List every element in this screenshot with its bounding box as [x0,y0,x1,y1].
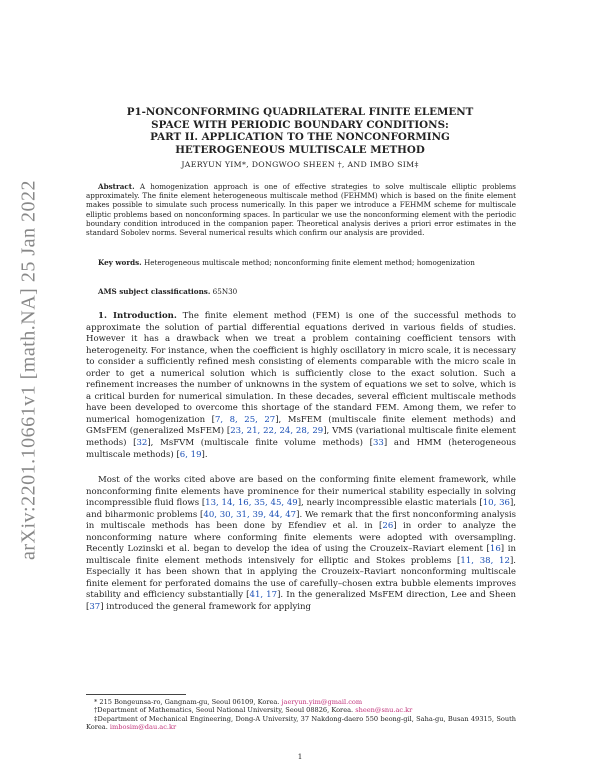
abstract [86,182,516,237]
footnote-text: * 215 Bongeunsa-ro, Gangnam-gu, Seoul 06109, Korea. [94,698,282,706]
paper-title [110,106,490,156]
title-line: P1-NONCONFORMING QUADRILATERAL FINITE ELEMENT [126,106,474,118]
citation-link[interactable]: 13, 14, 16, 35, 45, 49 [205,498,298,509]
section-heading: 1. Introduction. [98,311,177,321]
paragraph-text-run: ]. In the generalized MsFEM direction, Lee and Sheen [ [86,590,517,613]
paragraph-text [86,311,516,460]
footnote-text: ‡Department of Mechanical Engineering, Dong-A University, 37 Nakdong-daero 550 beong-gil, Saha-gu, Busan 49315, South Korea. [86,714,516,732]
abstract-text: A homogenization approach is one of effective strategies to solve multiscale elliptic problems approximately. The finite element heterogeneous multiscale method (FEHMM) which is based on the finite element makes possible to simulate such process numerically. In this paper we introduce a FEHMM scheme for multiscale elliptic problems based on nonconforming spaces. In particular we use the nonconforming element with the periodic boundary condition introduced in the companion paper. Theoretical analysis derives a priori error estimates in the standard Sobolev norms. Several numerical results which confirm our analysis are provided. [86,182,516,238]
citation-link[interactable]: 32 [136,438,148,449]
intro-paragraph-1 [86,311,516,461]
citation-link[interactable]: 26 [382,521,394,532]
citation-link[interactable]: 16 [489,544,501,555]
intro-paragraph-2 [86,475,516,614]
paragraph-text-run: ]. Especially it has been shown that in applying the Crouzeix–Raviart nonconforming multiscale finite element for perforated domains the use of carefully–chosen extra bubble elements improves stability and efficiency substantially [ [86,555,516,601]
citation-link[interactable]: 10, 36 [482,498,510,509]
paragraph-text-run: ] in order to analyze the nonconforming nature where conforming finite elements were adopted with oversampling. Recently Lozinski et al. began to develop the idea of using the Crouzeix–Raviart element [ [86,521,516,555]
citation-link[interactable]: 23, 21, 22, 24, 28, 29 [230,426,324,437]
footnote [86,706,516,714]
keywords-text: Heterogeneous multiscale method; nonconforming finite element method; homogenization [143,258,475,267]
citation-link[interactable]: 37 [89,602,101,613]
paragraph-text-run: ], and biharmonic problems [ [86,498,517,520]
ams-text: 65N30 [212,287,238,296]
citation-link[interactable]: 40, 30, 31, 39, 44, 47 [203,509,297,520]
citation-link[interactable]: 33 [372,438,384,449]
citation-link[interactable]: 11, 38, 12 [460,555,510,566]
paragraph-text-run: Most of the works cited above are based on the conforming finite element framework, while nonconforming finite elements have prominence for their numerical stability especially in solving incompressible fluid flows [ [86,475,516,509]
title-line: HETEROGENEOUS MULTISCALE METHOD [175,143,425,156]
footnotes [86,694,516,732]
citation-link[interactable]: 6, 19 [179,449,202,460]
paragraph-text-run: ] introduced the general framework for applying [100,602,312,613]
keywords [86,258,516,267]
paragraph-text-run: ]. We remark that the first nonconforming analysis in multiscale methods has been done by Efendiev et al. in [ [86,509,516,532]
keywords-label: Key words. [98,258,142,267]
email-link[interactable]: sheen@snu.ac.kr [355,706,413,715]
paragraph-text-run: ], VMS (variational multiscale finite element methods) [ [86,426,516,449]
footnote [86,698,516,706]
paragraph-text-run: ] and HMM (heterogeneous multiscale methods) [ [86,438,516,460]
citation-link[interactable]: 41, 17 [249,590,278,601]
email-link[interactable]: imbosim@dau.ac.kr [109,723,177,732]
paragraph-text-run: ], MsFEM (multiscale finite element methods) and GMsFEM (generalized MsFEM) [ [86,414,516,437]
footnote [86,715,516,732]
abstract-label: Abstract. [98,182,135,191]
title-line: SPACE WITH PERIODIC BOUNDARY CONDITIONS: [151,118,449,131]
citation-link[interactable]: 7, 8, 25, 27 [214,414,276,425]
ams-label: AMS subject classifications. [98,287,211,296]
email-link[interactable]: jaeryun.yim@gmail.com [281,698,363,706]
paragraph-text-run: ]. [201,449,208,460]
author-list: JAERYUN YIM*, DONGWOO SHEEN †, AND IMBO SIM‡ [181,160,419,169]
footnote-rule [86,694,186,695]
footnote-list [86,698,516,732]
ams-classifications [86,287,516,296]
paragraph-text-run: ] in multiscale finite element methods intensively for elliptic and Stokes problems [ [86,544,516,566]
arxiv-stamp-text: arXiv:2201.10661v1 [math.NA] 25 Jan 2022 [17,180,40,560]
footnote-text: †Department of Mathematics, Seoul National University, Seoul 08826, Korea. [94,706,356,715]
paragraph-text-run: The finite element method (FEM) is one of the successful methods to approximate the solution of partial differential equations derived in various fields of studies. However it has a drawback when we treat a problem containing coefficient tensors with heterogeneity. For instance, when the coefficient is highly oscillatory in micro scale, it is necessary to consider a sufficiently refined mesh consisting of elements comparable with the micro scale in order to get a numerical solution which is sufficiently close to the exact solution. Such a refinement increases the number of unknowns in the system of equations we set to solve, which is a critical burden for numerical simulation. In these decades, several efficient multiscale methods have been developed to overcome this shortage of the standard FEM. Among them, we refer to numerical homogenization [ [86,311,517,425]
title-line: PART II. APPLICATION TO THE NONCONFORMING [150,131,450,144]
paragraph-text-run: ], nearly incompressible elastic materials [ [297,498,483,509]
page-number: 1 [297,752,303,761]
paragraph-text-run: ], MsFVM (multiscale finite volume methods) [ [147,438,373,449]
arxiv-stamp [14,160,44,580]
